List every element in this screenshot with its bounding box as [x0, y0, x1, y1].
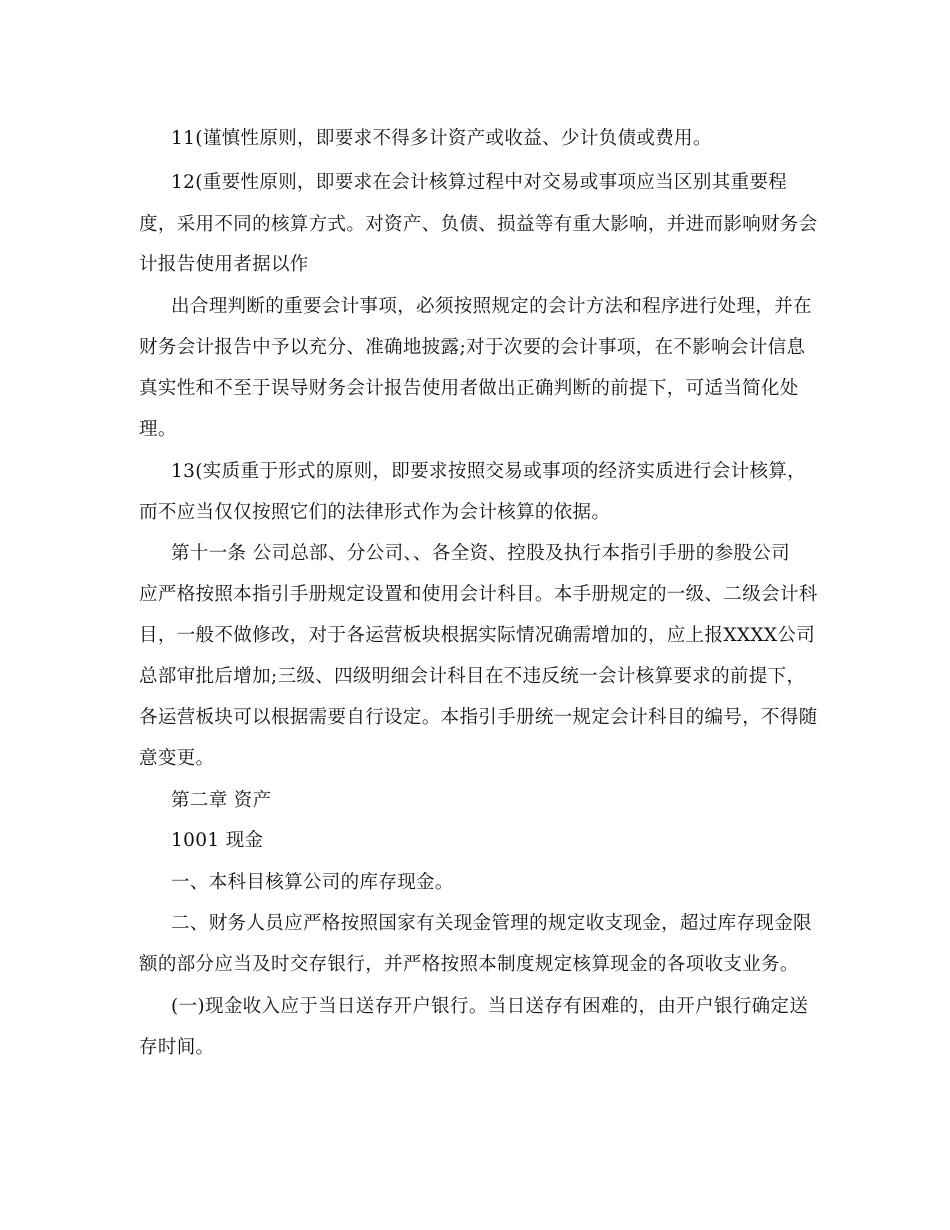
- text-line: 第十一条 公司总部、分公司、、各全资、控股及执行本指引手册的参股公司: [171, 543, 791, 564]
- text-line: 财务会计报告中予以充分、准确地披露;对于次要的会计事项，在不影响会计信息: [139, 337, 806, 358]
- text-line: 各运营板块可以根据需要自行设定。本指引手册统一规定会计科目的编号，不得随: [139, 707, 818, 728]
- text-line: 11(谨慎性原则，即要求不得多计资产或收益、少计负债或费用。: [171, 128, 712, 149]
- section-heading: 1001 现金: [171, 830, 264, 851]
- text-line: 目，一般不做修改，对于各运营板块根据实际情况确需增加的，应上报XXXX公司: [139, 625, 816, 646]
- text-line: 意变更。: [139, 748, 215, 769]
- text-line: 应严格按照本指引手册规定设置和使用会计科目。本手册规定的一级、二级会计科: [139, 584, 818, 605]
- text-line: 12(重要性原则，即要求在会计核算过程中对交易或事项应当区别其重要程: [171, 172, 788, 193]
- text-line: 理。: [139, 419, 177, 440]
- text-line: 存时间。: [139, 1037, 215, 1058]
- text-line: 二、财务人员应严格按照国家有关现金管理的规定收支现金，超过库存现金限: [171, 913, 812, 934]
- text-line: 额的部分应当及时交存银行，并严格按照本制度规定核算现金的各项收支业务。: [139, 954, 799, 975]
- chapter-heading: 第二章 资产: [171, 790, 272, 811]
- text-line: 而不应当仅仅按照它们的法律形式作为会计核算的依据。: [139, 502, 611, 523]
- text-line: 出合理判断的重要会计事项，必须按照规定的会计方法和程序进行处理，并在: [171, 296, 812, 317]
- text-line: 真实性和不至于误导财务会计报告使用者做出正确判断的前提下，可适当简化处: [139, 378, 799, 399]
- text-line: 一、本科目核算公司的库存现金。: [171, 872, 454, 893]
- text-line: 度，采用不同的核算方式。对资产、负债、损益等有重大影响，并进而影响财务会: [139, 214, 818, 235]
- text-line: 13(实质重于形式的原则，即要求按照交易或事项的经济实质进行会计核算，: [171, 461, 807, 482]
- text-line: (一)现金收入应于当日送存开户银行。当日送存有困难的，由开户银行确定送: [171, 996, 809, 1017]
- text-line: 总部审批后增加;三级、四级明细会计科目在不违反统一会计核算要求的前提下，: [139, 666, 806, 687]
- text-line: 计报告使用者据以作: [139, 254, 309, 275]
